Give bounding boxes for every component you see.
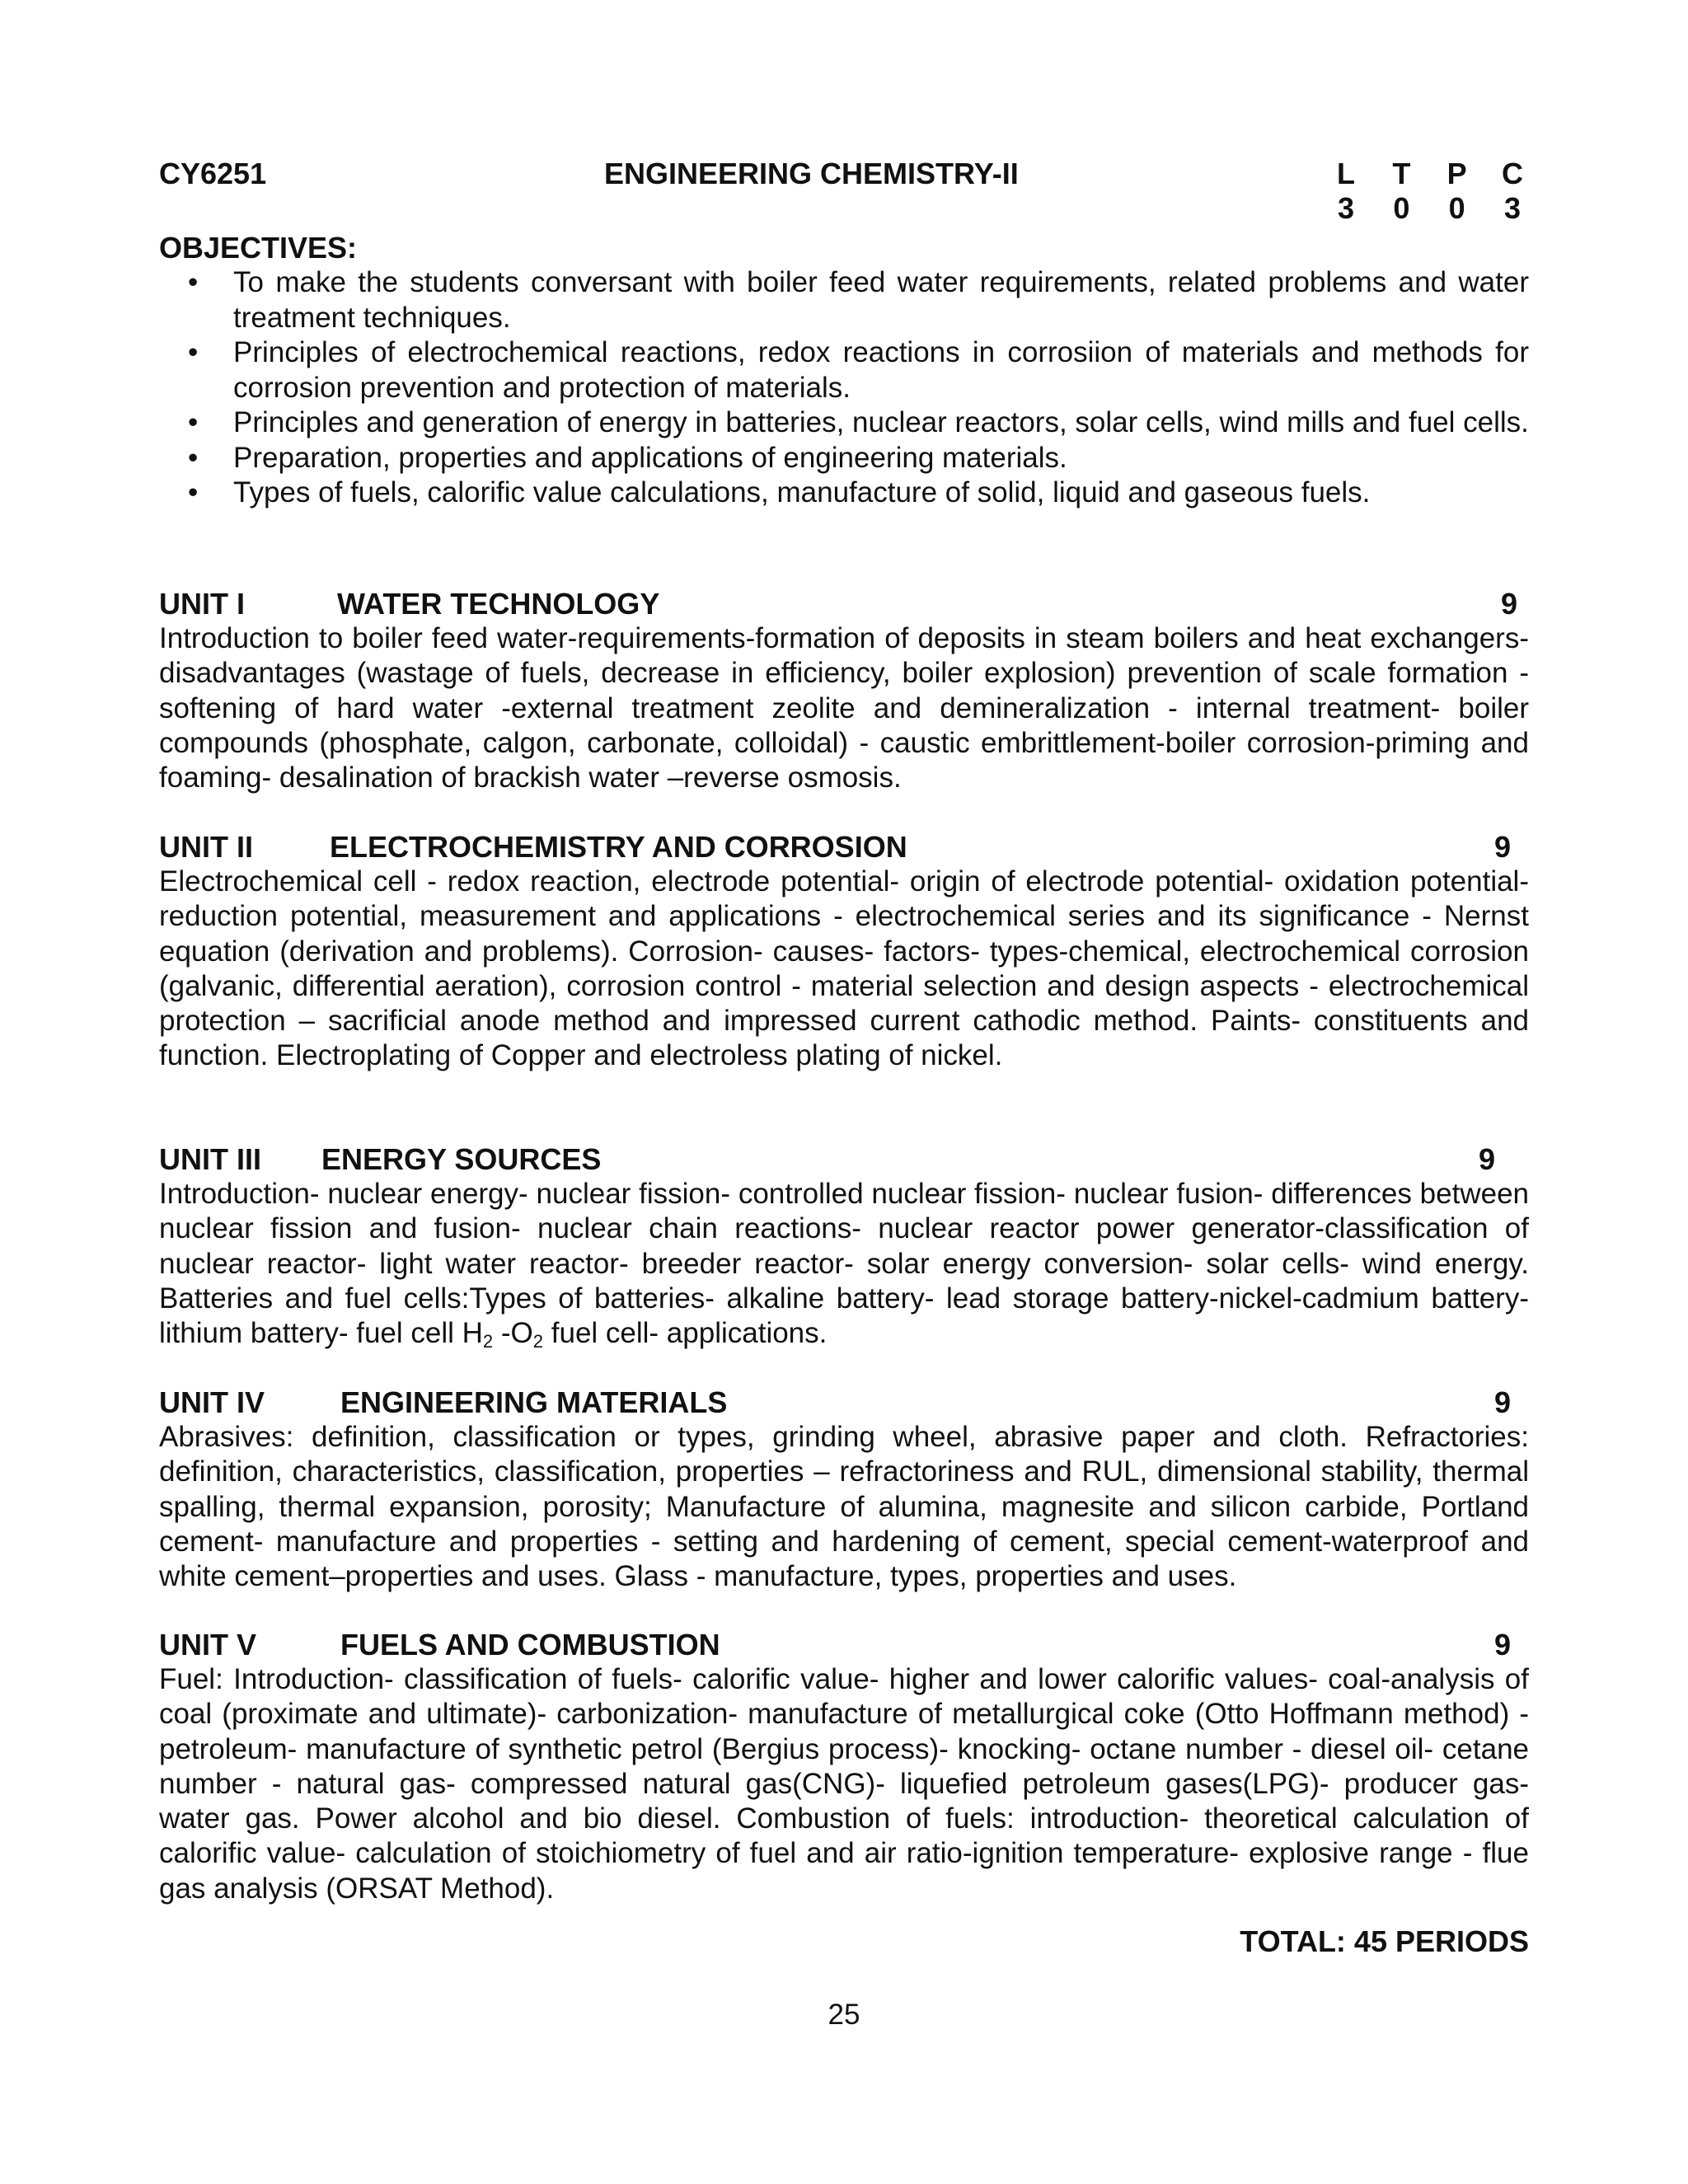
- ltpc-label-l: L: [1337, 157, 1355, 190]
- total-periods: TOTAL: 45 PERIODS: [1240, 1924, 1529, 1958]
- unit-1: [159, 587, 1529, 795]
- unit-number: UNIT I: [159, 587, 245, 621]
- objective-item: • Preparation, properties and applications of engineering materials.: [159, 441, 1529, 476]
- objective-item: • Principles of electrochemical reactions, redox reactions in corrosiion of materials and methods for corrosion prevention and protection of materials.: [159, 335, 1529, 405]
- course-header: [159, 157, 1529, 231]
- unit-title: FUELS AND COMBUSTION: [340, 1628, 720, 1661]
- unit-hours: 9: [1479, 1142, 1496, 1176]
- ltpc-values: [1329, 191, 1529, 226]
- unit-heading: [159, 1385, 1529, 1420]
- ltpc-labels: [1329, 157, 1529, 191]
- unit-heading: [159, 587, 1529, 621]
- unit-hours: 9: [1494, 830, 1512, 864]
- subscript-2: 2: [482, 1331, 494, 1352]
- unit-title: ENGINEERING MATERIALS: [340, 1385, 728, 1419]
- unit-5: [159, 1628, 1529, 1906]
- unit-body: [159, 1177, 1529, 1351]
- ltpc-value-c: 3: [1503, 191, 1521, 225]
- unit-title: WATER TECHNOLOGY: [337, 587, 660, 621]
- page-number: 25: [828, 1999, 860, 2031]
- ltpc-label-t: T: [1392, 157, 1411, 190]
- unit-number: UNIT III: [159, 1142, 261, 1176]
- unit-body-text: -O: [493, 1317, 533, 1350]
- unit-body: Introduction to boiler feed water-requirements-formation of deposits in steam boilers and heat exchangers- disadvantages (wastage of fuels, decrease in efficiency, boiler explosion) prevention of scale formation -softening of hard water -external treatment zeolite and demineralization - internal treatment- boiler compounds (phosphate, calgon, carbonate, colloidal) - caustic embrittlement-boiler corrosion-priming and foaming- desalination of brackish water –reverse osmosis.: [159, 622, 1529, 794]
- objectives-list: [159, 265, 1529, 511]
- ltpc-label-c: C: [1501, 157, 1523, 190]
- objective-item: • Principles and generation of energy in batteries, nuclear reactors, solar cells, wind mills and fuel cells.: [159, 405, 1529, 441]
- unit-title: ENERGY SOURCES: [321, 1142, 602, 1176]
- unit-body-text: Introduction- nuclear energy- nuclear fission- controlled nuclear fission- nuclear fusion- differences between nuclear fission and fusion- nuclear chain reactions- nuclear reactor power generator-classification of nuclear reactor- light water reactor- breeder reactor- solar energy conversion- solar cells- wind energy. Batteries and fuel cells:Types of batteries- alkaline battery- lead storage battery-nickel-cadmium battery- lithium battery- fuel cell H: [159, 1178, 1529, 1350]
- ltpc-value-l: 3: [1337, 191, 1355, 225]
- unit-heading: [159, 1142, 1529, 1177]
- objective-item: • To make the students conversant with boiler feed water requirements, related problems and water treatment techniques.: [159, 265, 1529, 335]
- course-code: CY6251: [159, 157, 267, 190]
- objective-item: • Types of fuels, calorific value calculations, manufacture of solid, liquid and gaseous fuels.: [159, 476, 1529, 511]
- unit-title: ELECTROCHEMISTRY AND CORROSION: [330, 830, 907, 864]
- unit-number: UNIT IV: [159, 1385, 265, 1419]
- unit-body-text: fuel cell- applications.: [543, 1317, 828, 1350]
- unit-body: Abrasives: definition, classification or types, grinding wheel, abrasive paper and cloth. Refractories: definition, characteristics, classification, properties – refractoriness and RUL, dimensional stability, thermal spalling, thermal expansion, porosity; Manufacture of alumina, magnesite and silicon carbide, Portland cement- manufacture and properties - setting and hardening of cement, special cement-waterproof and white cement–properties and uses. Glass - manufacture, types, properties and uses.: [159, 1421, 1529, 1593]
- ltpc-value-p: 0: [1448, 191, 1465, 225]
- unit-body: Electrochemical cell - redox reaction, electrode potential- origin of electrode potential- oxidation potential- reduction potential, measurement and applications - electrochemical series and its significance - Nernst equation (derivation and problems). Corrosion- causes- factors- types-chemical, electrochemical corrosion (galvanic, differential aeration), corrosion control - material selection and design aspects - electrochemical protection – sacrificial anode method and impressed current cathodic method. Paints- constituents and function. Electroplating of Copper and electroless plating of nickel.: [159, 865, 1529, 1072]
- unit-number: UNIT II: [159, 830, 253, 864]
- unit-hours: 9: [1494, 1628, 1512, 1661]
- ltpc-label-p: P: [1447, 157, 1467, 190]
- ltpc-table: [1329, 157, 1529, 226]
- unit-4: [159, 1385, 1529, 1594]
- course-title: ENGINEERING CHEMISTRY-II: [604, 157, 1019, 190]
- unit-body: Fuel: Introduction- classification of fuels- calorific value- higher and lower calorific values- coal-analysis of coal (proximate and ultimate)- carbonization- manufacture of metallurgical coke (Otto Hoffmann method) - petroleum- manufacture of synthetic petrol (Bergius process)- knocking- octane number - diesel oil- cetane number - natural gas- compressed natural gas(CNG)- liquefied petroleum gases(LPG)- producer gas- water gas. Power alcohol and bio diesel. Combustion of fuels: introduction- theoretical calculation of calorific value- calculation of stoichiometry of fuel and air ratio-ignition temperature- explosive range - flue gas analysis (ORSAT Method).: [159, 1663, 1529, 1905]
- unit-number: UNIT V: [159, 1628, 257, 1661]
- unit-hours: 9: [1501, 587, 1518, 621]
- unit-hours: 9: [1494, 1385, 1512, 1419]
- unit-2: [159, 830, 1529, 1074]
- unit-heading: [159, 1628, 1529, 1662]
- unit-3: [159, 1142, 1529, 1351]
- subscript-2: 2: [532, 1331, 544, 1352]
- unit-heading: [159, 830, 1529, 865]
- objectives-heading: OBJECTIVES:: [159, 231, 358, 265]
- ltpc-value-t: 0: [1393, 191, 1410, 225]
